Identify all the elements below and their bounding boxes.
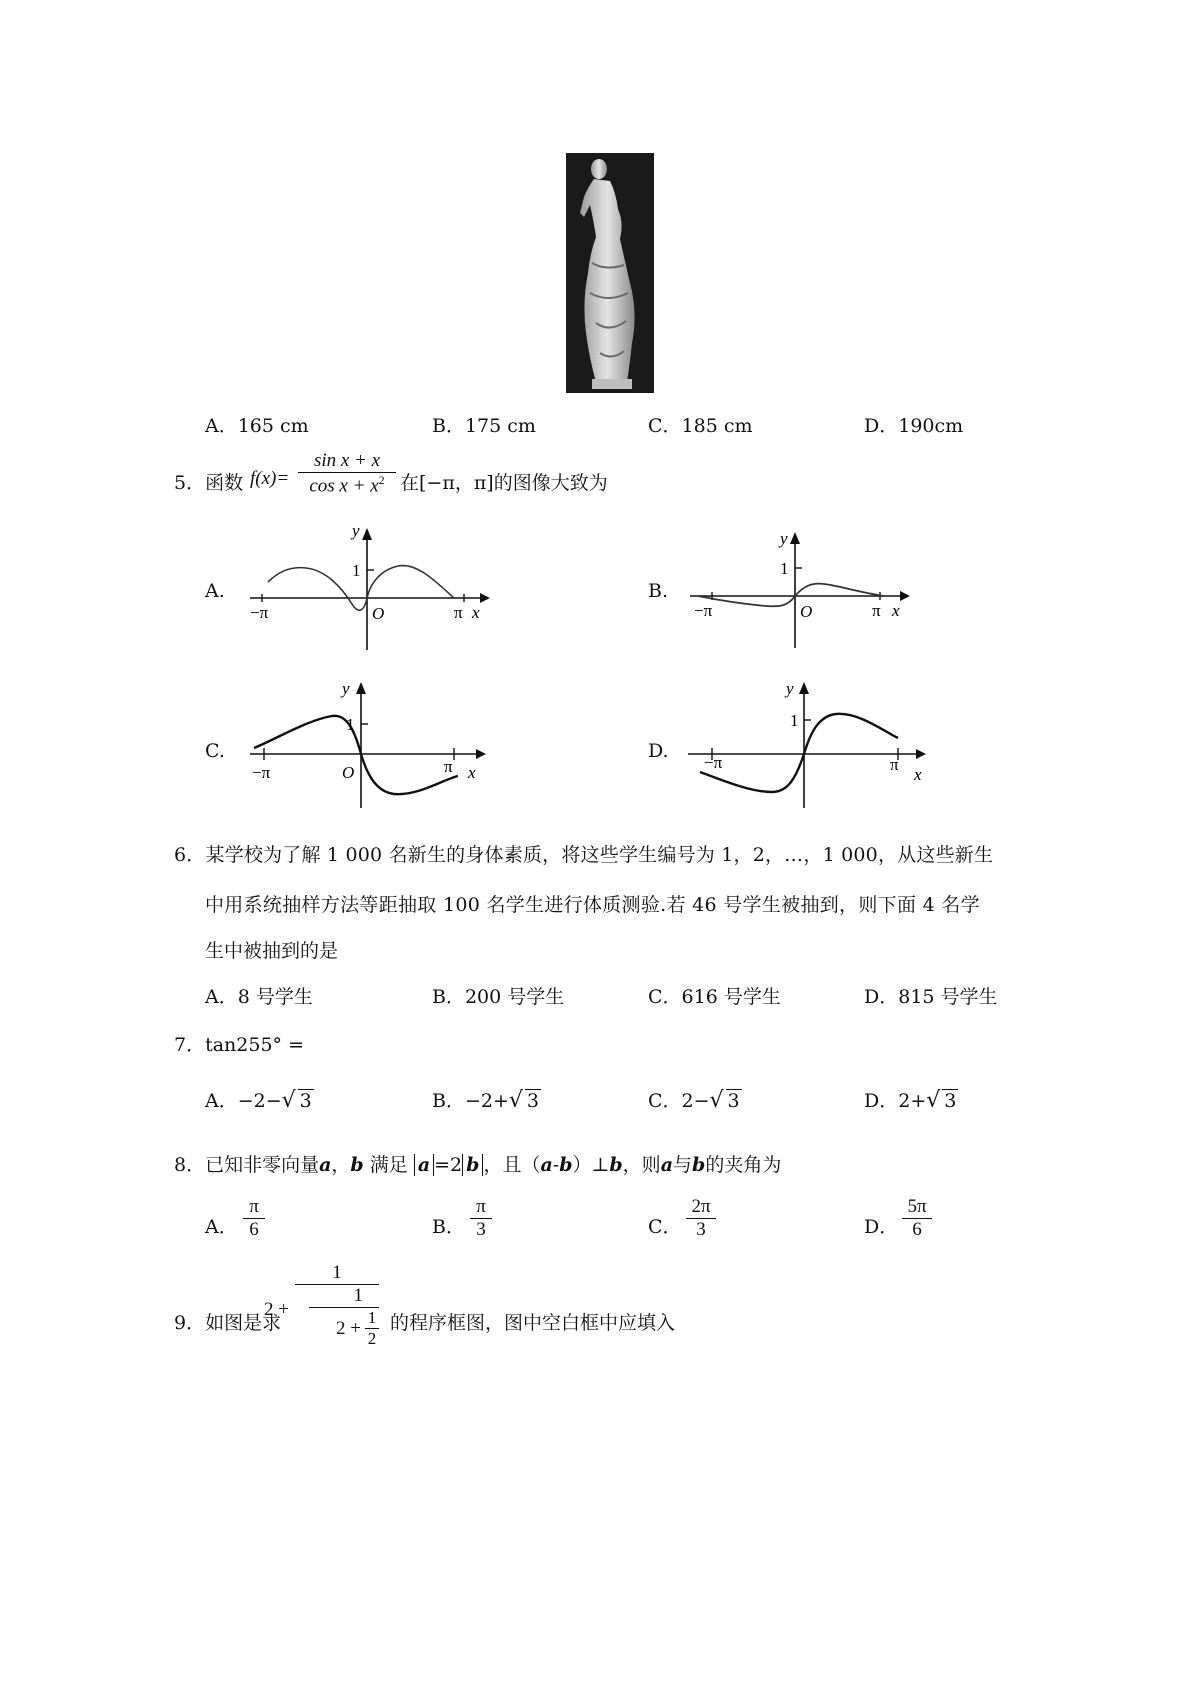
q7-option-b: B．−2+ √ 3 <box>432 1088 539 1113</box>
q9-mid: 1 <box>353 1285 363 1306</box>
q8-s6: ，则 <box>622 1154 661 1176</box>
q8-norm-a: a <box>414 1154 434 1176</box>
graph-a-one: 1 <box>352 561 361 580</box>
q6-line1: 6．某学校为了解 1 000 名新生的身体素质，将这些学生编号为 1，2，…，1 000，从这些新生 <box>174 844 994 866</box>
q7-option-d-prefix: D．2+ <box>864 1090 927 1112</box>
q7-option-a-radicand: 3 <box>299 1090 312 1112</box>
graph-b-label: B. <box>648 580 669 602</box>
graph-b-neg-pi: −π <box>694 601 713 620</box>
q8-b: b <box>350 1154 364 1176</box>
q8-b4: b <box>692 1154 706 1176</box>
graph-d-neg-pi: −π <box>704 753 723 772</box>
q8-a: a <box>319 1154 332 1176</box>
q4-option-c: C．185 cm <box>648 415 753 437</box>
q7-stem: 7．tan255° = <box>174 1034 305 1056</box>
q8-option-b-frac <box>470 1196 492 1241</box>
q5-suffix: 在[−π，π]的图像大致为 <box>400 472 608 494</box>
q4-option-a: A．165 cm <box>205 415 309 437</box>
graph-c-label: C. <box>205 740 225 762</box>
q6-line2: 中用系统抽样方法等距抽取 100 名学生进行体质测验.若 46 号学生被抽到，则下面 4 名学 <box>205 894 980 916</box>
q8-option-a-num: π <box>249 1196 259 1217</box>
graph-a-neg-pi: −π <box>250 603 269 622</box>
q7-option-a: A．−2− √ 3 <box>205 1088 312 1113</box>
graph-b-y: y <box>780 530 788 548</box>
graph-c-pi: π <box>444 757 453 776</box>
q5-denominator: cos x + x <box>309 475 379 497</box>
q8-option-a-label: A． <box>205 1216 238 1238</box>
q8-s7: 与 <box>673 1154 693 1176</box>
q8-stem <box>174 1150 781 1177</box>
q8-option-b-den: 3 <box>476 1219 486 1240</box>
q6-line3: 生中被抽到的是 <box>205 940 339 962</box>
q9-top: 1 <box>332 1262 342 1283</box>
q8-b2: b <box>559 1154 573 1176</box>
q8-option-c-frac <box>686 1196 716 1241</box>
q7-option-d-radicand: 3 <box>944 1090 957 1112</box>
q8-option-c-label: C． <box>648 1216 682 1238</box>
statue-image <box>566 153 654 393</box>
q9-inner-two-plus: 2 + <box>336 1317 361 1339</box>
q6-option-b: B．200 号学生 <box>432 986 565 1008</box>
graph-a-pi: π <box>454 603 463 622</box>
graph-d-pi: π <box>890 755 899 774</box>
q7-option-a-prefix: A．−2− <box>205 1090 282 1112</box>
q9-inner-den: 2 <box>367 1329 377 1348</box>
q8-option-c-num: 2π <box>691 1196 711 1217</box>
graph-a-o: O <box>372 604 385 623</box>
q7-option-c: C．2− √ 3 <box>648 1088 740 1113</box>
q8-norm-b: b <box>462 1154 483 1176</box>
graph-c <box>248 680 498 810</box>
graph-d <box>686 680 936 810</box>
q5-numerator: sin x + x <box>313 450 381 471</box>
q9-suffix: 的程序框图，图中空白框中应填入 <box>390 1312 676 1334</box>
q9-two-plus: 2 + <box>264 1298 289 1320</box>
q8-comma: ， <box>331 1154 351 1176</box>
q8-option-d-den: 6 <box>912 1219 922 1240</box>
q7-option-d: D．2+ √ 3 <box>864 1088 957 1113</box>
graph-a-x: x <box>472 603 480 622</box>
q8-eq: =2 <box>434 1154 463 1176</box>
graph-d-one: 1 <box>790 711 799 730</box>
q8-s3: ，且（ <box>483 1154 541 1176</box>
q9-continued-fraction <box>264 1262 379 1349</box>
q4-option-b: B．175 cm <box>432 415 536 437</box>
q6-option-a: A．8 号学生 <box>205 986 313 1008</box>
graph-d-x: x <box>914 765 922 784</box>
q7-option-c-prefix: C．2− <box>648 1090 710 1112</box>
q5-fraction <box>298 450 396 497</box>
q8-option-c-den: 3 <box>696 1219 706 1240</box>
q8-option-a-frac <box>243 1196 265 1241</box>
q7-option-c-radicand: 3 <box>727 1090 740 1112</box>
graph-a-label: A. <box>205 580 225 602</box>
q5-func: f(x)= <box>250 468 290 489</box>
q8-a3: a <box>660 1154 673 1176</box>
q5-denominator-sup: 2 <box>378 473 385 487</box>
q9-inner-num: 1 <box>367 1308 377 1327</box>
q8-option-d-frac <box>902 1196 932 1241</box>
q8-option-d-label: D． <box>864 1216 899 1238</box>
q6-option-c: C．616 号学生 <box>648 986 781 1008</box>
q8-s8: 的夹角为 <box>705 1154 782 1176</box>
graph-b-o: O <box>800 602 813 621</box>
q8-s5: ）⊥ <box>572 1154 610 1176</box>
q9-prefix: 9．如图是求 <box>174 1312 282 1334</box>
graph-a <box>248 522 498 652</box>
graph-c-neg-pi: −π <box>252 763 271 782</box>
graph-d-label: D. <box>648 740 669 762</box>
graph-d-y: y <box>786 680 794 698</box>
q8-option-d-num: 5π <box>907 1196 927 1217</box>
q8-s1: 8．已知非零向量 <box>174 1154 320 1176</box>
graph-b-one: 1 <box>780 559 789 578</box>
graph-b <box>688 530 918 650</box>
graph-c-one: 1 <box>346 715 355 734</box>
q8-s2: 满足 <box>369 1154 408 1176</box>
q7-option-b-radicand: 3 <box>526 1090 539 1112</box>
graph-b-pi: π <box>872 601 881 620</box>
q6-option-d: D．815 号学生 <box>864 986 998 1008</box>
q8-minus: - <box>552 1154 560 1176</box>
graph-a-y: y <box>352 522 360 540</box>
q8-option-b-label: B． <box>432 1216 465 1238</box>
graph-c-o: O <box>342 763 355 782</box>
q8-b3: b <box>609 1154 623 1176</box>
graph-b-x: x <box>892 601 900 620</box>
q8-option-b-num: π <box>476 1196 486 1217</box>
q5-prefix: 5．函数 <box>174 472 244 494</box>
graph-c-y: y <box>342 680 350 698</box>
q8-option-a-den: 6 <box>249 1219 259 1240</box>
q8-a2: a <box>540 1154 553 1176</box>
q4-option-d: D．190cm <box>864 415 964 437</box>
q7-option-b-prefix: B．−2+ <box>432 1090 509 1112</box>
graph-c-x: x <box>468 763 476 782</box>
